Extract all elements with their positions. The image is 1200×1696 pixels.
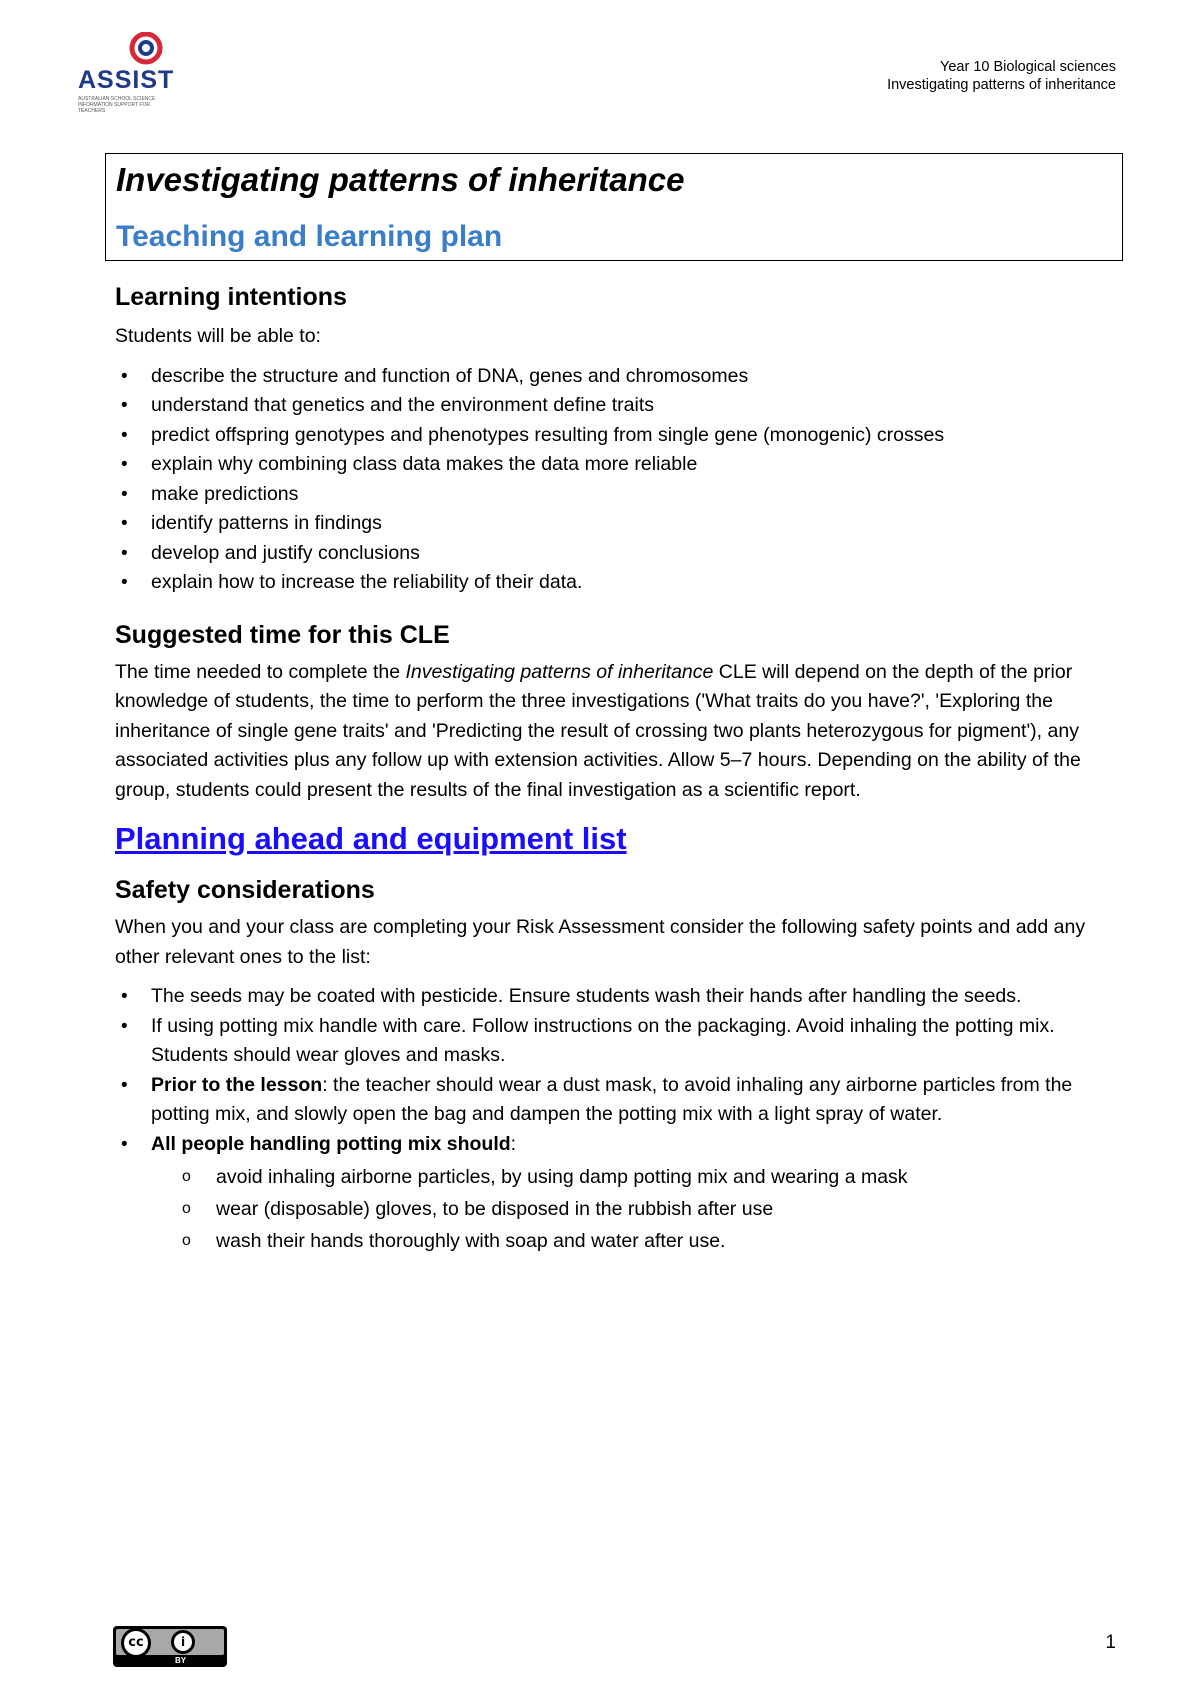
attribution-icon: i (171, 1630, 195, 1654)
text-bold: All people handling potting mix should (151, 1132, 511, 1155)
sub-list-item: o avoid inhaling airborne particles, by using damp potting mix and wearing a mask (180, 1161, 1125, 1193)
safety-list (115, 982, 1125, 1257)
safety-intro: When you and your class are completing your Risk Assessment consider the following safety points and add any other relevant ones to the list: (115, 916, 1086, 968)
sub-list-item: o wear (disposable) gloves, to be disposed in the rubbish after use (180, 1193, 1125, 1225)
list-item: • predict offspring genotypes and phenotypes resulting from single gene (monogenic) crosses (115, 421, 1125, 451)
list-item: • If using potting mix handle with care. Follow instructions on the packaging. Avoid inhaling the potting mix. Students should wear gloves and masks. (115, 1012, 1125, 1071)
assist-logo-icon (126, 32, 166, 66)
page-number: 1 (1105, 1632, 1116, 1653)
sub-list (151, 1161, 1125, 1257)
list-item: • explain how to increase the reliability of their data. (115, 568, 1125, 598)
list-item (115, 1071, 1125, 1130)
text-span: The time needed to complete the (115, 660, 406, 683)
header-document: Investigating patterns of inheritance (887, 77, 1116, 93)
learning-intentions-heading: Learning intentions (115, 283, 347, 311)
sub-list-item: o wash their hands thoroughly with soap and water after use. (180, 1225, 1125, 1257)
text-span: : (510, 1132, 517, 1155)
list-item: • identify patterns in findings (115, 509, 1125, 539)
logo-wordmark: ASSIST (78, 66, 175, 94)
logo-tagline: AUSTRALIAN SCHOOL SCIENCE INFORMATION SUPPORT FOR TEACHERS (78, 96, 156, 114)
list-item: • describe the structure and function of DNA, genes and chromosomes (115, 362, 1125, 392)
text-bold: Prior to the lesson (151, 1073, 323, 1096)
suggested-time-heading: Suggested time for this CLE (115, 620, 450, 649)
header-subject: Year 10 Biological sciences (940, 59, 1116, 75)
running-header (887, 58, 1116, 94)
list-item (115, 1130, 1125, 1258)
cc-by-label: BY (175, 1656, 187, 1665)
cc-icon: cc (121, 1628, 151, 1658)
learning-list (115, 362, 1125, 598)
safety-heading: Safety considerations (115, 876, 375, 904)
list-item: • make predictions (115, 480, 1125, 510)
learning-intro: Students will be able to: (115, 325, 321, 347)
title-box (105, 153, 1123, 261)
list-item: • The seeds may be coated with pesticide. Ensure students wash their hands after handling the seeds. (115, 982, 1125, 1012)
planning-ahead-link[interactable]: Planning ahead and equipment list (115, 821, 627, 856)
main-content (115, 278, 1125, 1257)
text-span: : the teacher should wear a dust mask, to avoid inhaling any airborne particles from the potting mix, and slowly open the bag and dampen the potting mix with a light spray of water. (151, 1073, 1073, 1125)
cc-license-badge[interactable] (113, 1626, 227, 1667)
assist-logo (78, 34, 178, 114)
text-italic: Investigating patterns of inheritance (405, 660, 714, 683)
document-title: Investigating patterns of inheritance (116, 161, 685, 198)
suggested-time-paragraph (115, 658, 1125, 806)
list-item: • explain why combining class data makes the data more reliable (115, 450, 1125, 480)
document-subtitle: Teaching and learning plan (116, 220, 503, 253)
list-item: • develop and justify conclusions (115, 539, 1125, 569)
text-span: CLE will depend on the depth of the prior knowledge of students, the time to perform the three investigations ('What traits do you have?', 'Exploring the inheritance of single gene traits' and 'Predicting the result of crossing two plants heterozygous for pigment'), any associated activities plus any follow up with extension activities. Allow 5–7 hours. Depending on the ability of the group, students could present the results of the final investigation as a scientific report. (115, 660, 1081, 801)
list-item: • understand that genetics and the environment define traits (115, 391, 1125, 421)
